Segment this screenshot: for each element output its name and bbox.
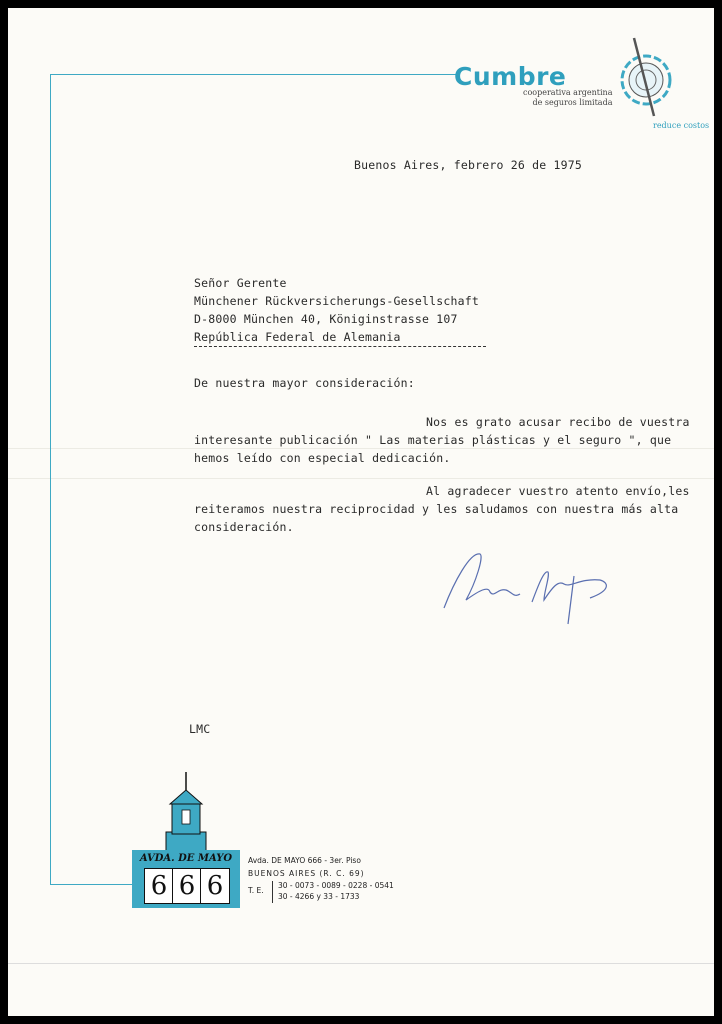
recipient-line-2: Münchener Rückversicherungs-Gesellschaft [194, 294, 479, 308]
letterhead-frame-top [50, 74, 458, 75]
letterhead-frame-bottom [50, 884, 132, 885]
page-bottom-line [8, 963, 714, 964]
brand-slogan: reduce costos [653, 121, 710, 130]
signature [440, 542, 620, 626]
building-tower-icon [158, 770, 214, 852]
footer-phone-line1: 30 - 0073 - 0089 - 0228 - 0541 [278, 881, 394, 890]
recipient-underline [194, 346, 486, 347]
fold-line-upper [8, 448, 714, 449]
seal-icon [612, 36, 688, 118]
recipient-line-1: Señor Gerente [194, 276, 287, 290]
footer-logo-label: AVDA. DE MAYO [139, 853, 233, 864]
footer-logo-digit-1: 6 [144, 868, 174, 904]
footer-address-line2: BUENOS AIRES (R. C. 69) [248, 869, 365, 878]
brand-subtitle-line1: cooperativa argentina [523, 88, 613, 97]
typist-initials: LMC [189, 722, 211, 736]
brand-logo-text: Cumbre [454, 62, 567, 91]
letterhead-frame-left [50, 74, 51, 884]
footer-phone-label: T. E. [248, 886, 264, 895]
para1-line-3: hemos leído con especial dedicación. [194, 451, 451, 465]
para1-line-1: Nos es grato acusar recibo de vuestra [426, 415, 690, 429]
recipient-line-4: República Federal de Alemania [194, 330, 401, 344]
recipient-line-3: D-8000 München 40, Königinstrasse 107 [194, 312, 458, 326]
footer-logo-digit-2: 6 [172, 868, 202, 904]
para2-line-1: Al agradecer vuestro atento envío,les [426, 484, 690, 498]
para2-line-2: reiteramos nuestra reciprocidad y les saludamos con nuestra más alta [194, 502, 679, 516]
fold-line-lower [8, 478, 714, 479]
footer-address-line1: Avda. DE MAYO 666 - 3er. Piso [248, 856, 361, 865]
letter-date: Buenos Aires, febrero 26 de 1975 [354, 158, 582, 172]
salutation: De nuestra mayor consideración: [194, 376, 415, 390]
footer-phone-line2: 30 - 4266 y 33 - 1733 [278, 892, 360, 901]
brand-subtitle-line2: de seguros limitada [532, 98, 613, 107]
letter-page [8, 8, 714, 1016]
para1-line-2: interesante publicación " Las materias plásticas y el seguro ", que [194, 433, 672, 447]
para2-line-3: consideración. [194, 520, 294, 534]
footer-phone-divider [272, 881, 273, 903]
brand-subtitle [523, 88, 612, 108]
footer-logo-digit-3: 6 [200, 868, 230, 904]
